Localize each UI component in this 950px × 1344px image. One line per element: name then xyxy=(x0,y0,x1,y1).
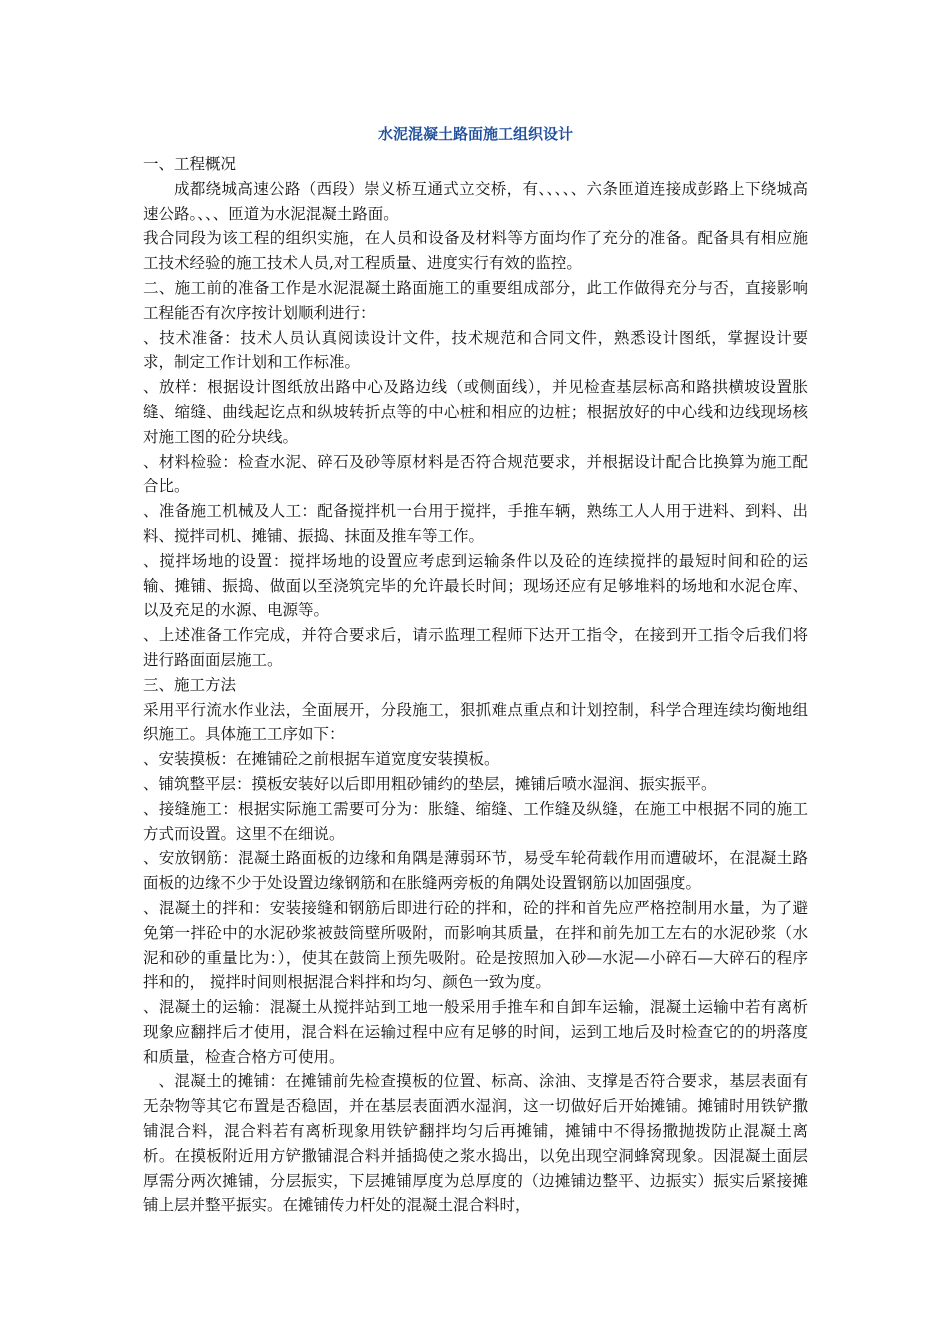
paragraph: 、安装摸板：在摊铺砼之前根据车道宽度安装摸板。 xyxy=(143,750,500,769)
paragraph: 、混凝土的拌和：安装接缝和钢筋后即进行砼的拌和，砼的拌和首先应严格控制用水量，为了避免第一拌砼中的水泥砂浆被鼓筒壁所吸附，而影响其质量，在拌和前先加工左右的水泥砂浆（水泥和砂的重量比为：），使其在鼓筒上预先吸附。砼是按照加入砂—水泥—小碎石—大碎石的程序拌和的， 搅拌时间则根据混合料拌和均匀、颜色一致为度。 xyxy=(143,898,808,992)
paragraph: 、技术准备：技术人员认真阅读设计文件，技术规范和合同文件，熟悉设计图纸，掌握设计要求，制定工作计划和工作标准。 xyxy=(143,328,808,372)
paragraph: 、混凝土的摊铺：在摊铺前先检查摸板的位置、标高、涂油、支撑是否符合要求，基层表面有无杂物等其它布置是否稳固，并在基层表面洒水湿润，这一切做好后开始摊铺。摊铺时用铁铲撒铺混合料，混合料若有离析现象用铁铲翻拌均匀后再摊铺，摊铺中不得扬撒抛拨防止混凝土离析。在摸板附近用方铲撒铺混合料并插捣使之浆水捣出，以免出现空洞蜂窝现象。因混凝土面层厚需分两次摊铺，分层振实，下层摊铺厚度为总厚度的（边摊铺边整平、边振实）振实后紧接摊铺上层并整平振实。在摊铺传力杆处的混凝土混合料时， xyxy=(143,1072,808,1215)
paragraph: 、搅拌场地的设置：搅拌场地的设置应考虑到运输条件以及砼的连续搅拌的最短时间和砼的运输、摊铺、振捣、做面以至浇筑完毕的允许最长时间；现场还应有足够堆料的场地和水泥仓库、以及充足的水源、电源等。 xyxy=(143,551,808,620)
paragraph: 、接缝施工：根据实际施工需要可分为：胀缝、缩缝、工作缝及纵缝，在施工中根据不同的施工方式而设置。这里不在细说。 xyxy=(143,799,808,843)
paragraph: 、铺筑整平层：摸板安装好以后即用粗砂铺约的垫层，摊铺后喷水湿润、振实振平。 xyxy=(143,774,717,793)
paragraph: 我合同段为该工程的组织实施，在人员和设备及材料等方面均作了充分的准备。配备具有相应施工技术经验的施工技术人员,对工程质量、进度实行有效的监控。 xyxy=(143,229,808,273)
paragraph: 一、工程概况 xyxy=(143,155,237,173)
paragraph: 、放样：根据设计图纸放出路中心及路边线（或侧面线），并见检查基层标高和路拱横坡设置胀缝、缩缝、曲线起讫点和纵坡转折点等的中心桩和相应的边桩；根据放好的中心线和边线现场核对施工图的砼分块线。 xyxy=(143,378,808,446)
paragraph: 成都绕城高速公路（西段）崇义桥互通式立交桥，有、、、、、六条匝道连接成彭路上下绕城高速公路。、、、匝道为水泥混凝土路面。 xyxy=(143,179,808,223)
document-page xyxy=(143,122,808,1218)
paragraph: 采用平行流水作业法，全面展开，分段施工，狠抓难点重点和计划控制，科学合理连续均衡地组织施工。具体施工工序如下： xyxy=(143,700,808,744)
paragraph: 、安放钢筋：混凝土路面板的边缘和角隅是薄弱环节，易受车轮荷载作用而遭破坏，在混凝土路面板的边缘不少于处设置边缘钢筋和在胀缝两旁板的角隅处设置钢筋以加固强度。 xyxy=(143,849,808,893)
paragraph: 二、施工前的准备工作是水泥混凝土路面施工的重要组成部分，此工作做得充分与否，直接影响工程能否有次序按计划顺利进行： xyxy=(143,278,808,322)
paragraph: 、上述准备工作完成，并符合要求后，请示监理工程师下达开工指令，在接到开工指令后我们将进行路面面层施工。 xyxy=(143,626,808,669)
paragraph: 、混凝土的运输：混凝土从搅拌站到工地一般采用手推车和自卸车运输，混凝土运输中若有离析现象应翻拌后才使用，混合料在运输过程中应有足够的时间，运到工地后及时检查它的的坍落度和质量，检查合格方可使用。 xyxy=(143,998,808,1066)
document-body xyxy=(143,152,808,1218)
paragraph: 、材料检验：检查水泥、碎石及砂等原材料是否符合规范要求，并根据设计配合比换算为施工配合比。 xyxy=(143,452,808,496)
paragraph: 、准备施工机械及人工：配备搅拌机一台用于搅拌，手推车辆，熟练工人人用于进料、到料、出料、搅拌司机、摊铺、振捣、抹面及推车等工作。 xyxy=(143,502,808,545)
paragraph: 三、施工方法 xyxy=(143,675,237,694)
document-title: 水泥混凝土路面施工组织设计 xyxy=(377,125,573,143)
